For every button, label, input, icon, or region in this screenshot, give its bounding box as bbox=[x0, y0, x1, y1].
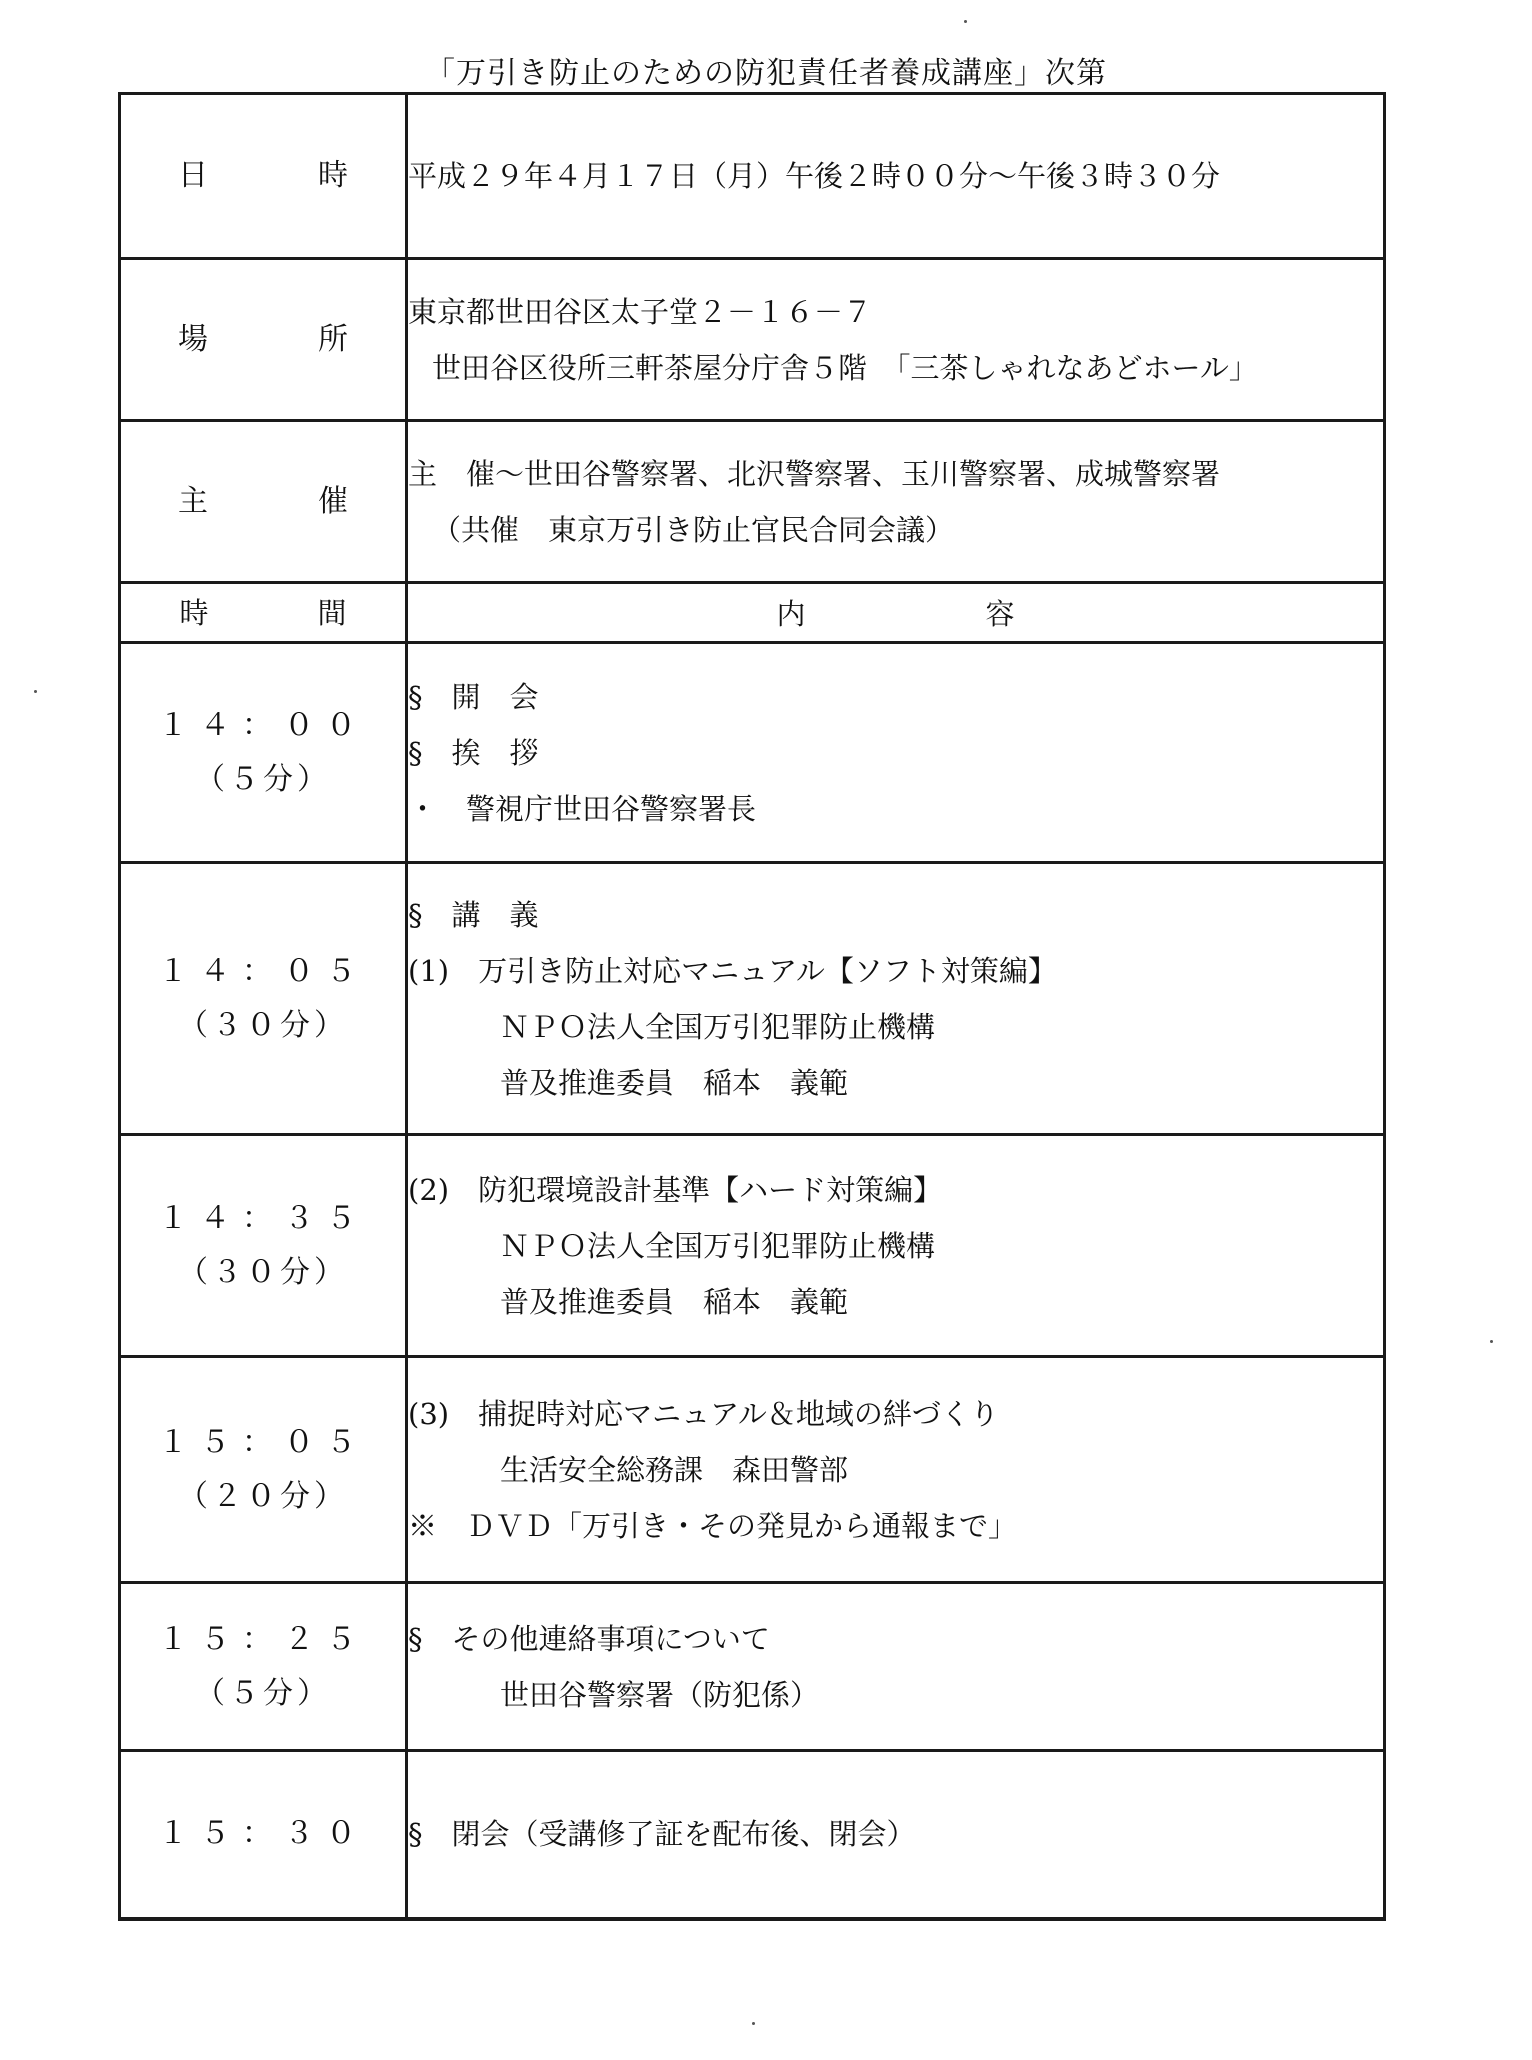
content-line: (3) 捕捉時対応マニュアル＆地域の絆づくり bbox=[408, 1396, 999, 1431]
row-organizer bbox=[120, 421, 1385, 583]
label-organizer: 主 催 bbox=[120, 421, 407, 583]
time-cell bbox=[120, 1583, 407, 1751]
schedule-row bbox=[120, 1135, 1385, 1357]
schedule-row bbox=[120, 1357, 1385, 1583]
content-line: 世田谷警察署（防犯係） bbox=[500, 1677, 820, 1712]
scan-speck bbox=[34, 690, 37, 693]
content-line: (1) 万引き防止対応マニュアル【ソフト対策編】 bbox=[408, 953, 1057, 988]
table-header bbox=[120, 583, 1385, 643]
time-cell bbox=[120, 863, 407, 1135]
content-cell bbox=[407, 1583, 1385, 1751]
content-line: ※ ＤＶＤ「万引き・その発見から通報まで」 bbox=[408, 1508, 1018, 1543]
content-cell bbox=[407, 1751, 1385, 1919]
cohost-text: （共催 東京万引き防止官民合同会議） bbox=[432, 512, 955, 547]
content-cell bbox=[407, 1135, 1385, 1357]
place-venue: 世田谷区役所三軒茶屋分庁舎５階 「三茶しゃれなあどホール」 bbox=[432, 350, 1258, 385]
content-line: ＮＰＯ法人全国万引犯罪防止機構 bbox=[500, 1228, 936, 1263]
label-datetime: 日 時 bbox=[120, 94, 407, 259]
row-datetime bbox=[120, 94, 1385, 259]
content-line: § 閉会（受講修了証を配布後、閉会） bbox=[408, 1817, 916, 1852]
time-duration: （３０分） bbox=[178, 1007, 348, 1043]
time-duration: （５分） bbox=[195, 761, 331, 797]
time-duration: （５分） bbox=[195, 1675, 331, 1711]
time-cell bbox=[120, 1357, 407, 1583]
value-datetime bbox=[407, 94, 1385, 259]
time-start: １５：３０ bbox=[158, 1816, 368, 1852]
datetime-text: 平成２９年４月１７日（月）午後２時００分～午後３時３０分 bbox=[408, 159, 1221, 193]
content-cell bbox=[407, 643, 1385, 863]
organizer-text: 主 催～世田谷警察署、北沢警察署、玉川警察署、成城警察署 bbox=[408, 456, 1221, 491]
scan-speck bbox=[964, 20, 967, 23]
time-duration: （２０分） bbox=[178, 1478, 348, 1514]
content-line: ＮＰＯ法人全国万引犯罪防止機構 bbox=[500, 1009, 936, 1044]
schedule-row bbox=[120, 643, 1385, 863]
time-cell bbox=[120, 1751, 407, 1919]
schedule-row bbox=[120, 1751, 1385, 1919]
time-start: １４：０５ bbox=[158, 953, 368, 989]
schedule-row bbox=[120, 1583, 1385, 1751]
content-line: 普及推進委員 稲本 義範 bbox=[500, 1065, 849, 1100]
content-line: 普及推進委員 稲本 義範 bbox=[500, 1284, 849, 1319]
time-start: １５：０５ bbox=[158, 1424, 368, 1460]
value-organizer bbox=[407, 421, 1385, 583]
header-content: 内容 bbox=[407, 583, 1385, 643]
content-line: § 講 義 bbox=[408, 897, 539, 932]
content-cell bbox=[407, 863, 1385, 1135]
header-time: 時 間 bbox=[120, 583, 407, 643]
schedule-row bbox=[120, 863, 1385, 1135]
document-title: 「万引き防止のための防犯責任者養成講座」次第 bbox=[425, 56, 1107, 91]
time-start: １４：００ bbox=[158, 707, 368, 743]
content-line: (2) 防犯環境設計基準【ハード対策編】 bbox=[408, 1172, 943, 1207]
content-line: ・ 警視庁世田谷警察署長 bbox=[408, 791, 757, 826]
time-cell bbox=[120, 1135, 407, 1357]
schedule-table bbox=[118, 92, 1386, 1921]
time-start: １５：２５ bbox=[158, 1621, 368, 1657]
label-place: 場 所 bbox=[120, 259, 407, 421]
scan-speck bbox=[1490, 1340, 1493, 1343]
time-cell bbox=[120, 643, 407, 863]
content-cell bbox=[407, 1357, 1385, 1583]
content-line: § その他連絡事項について bbox=[408, 1621, 770, 1656]
row-place bbox=[120, 259, 1385, 421]
place-address: 東京都世田谷区太子堂２－１６－７ bbox=[408, 294, 873, 329]
content-line: § 開 会 bbox=[408, 679, 539, 714]
value-place bbox=[407, 259, 1385, 421]
time-start: １４：３５ bbox=[158, 1200, 368, 1236]
content-line: 生活安全総務課 森田警部 bbox=[500, 1452, 849, 1487]
scan-speck bbox=[752, 2022, 755, 2025]
time-duration: （３０分） bbox=[178, 1254, 348, 1290]
content-line: § 挨 拶 bbox=[408, 735, 539, 770]
